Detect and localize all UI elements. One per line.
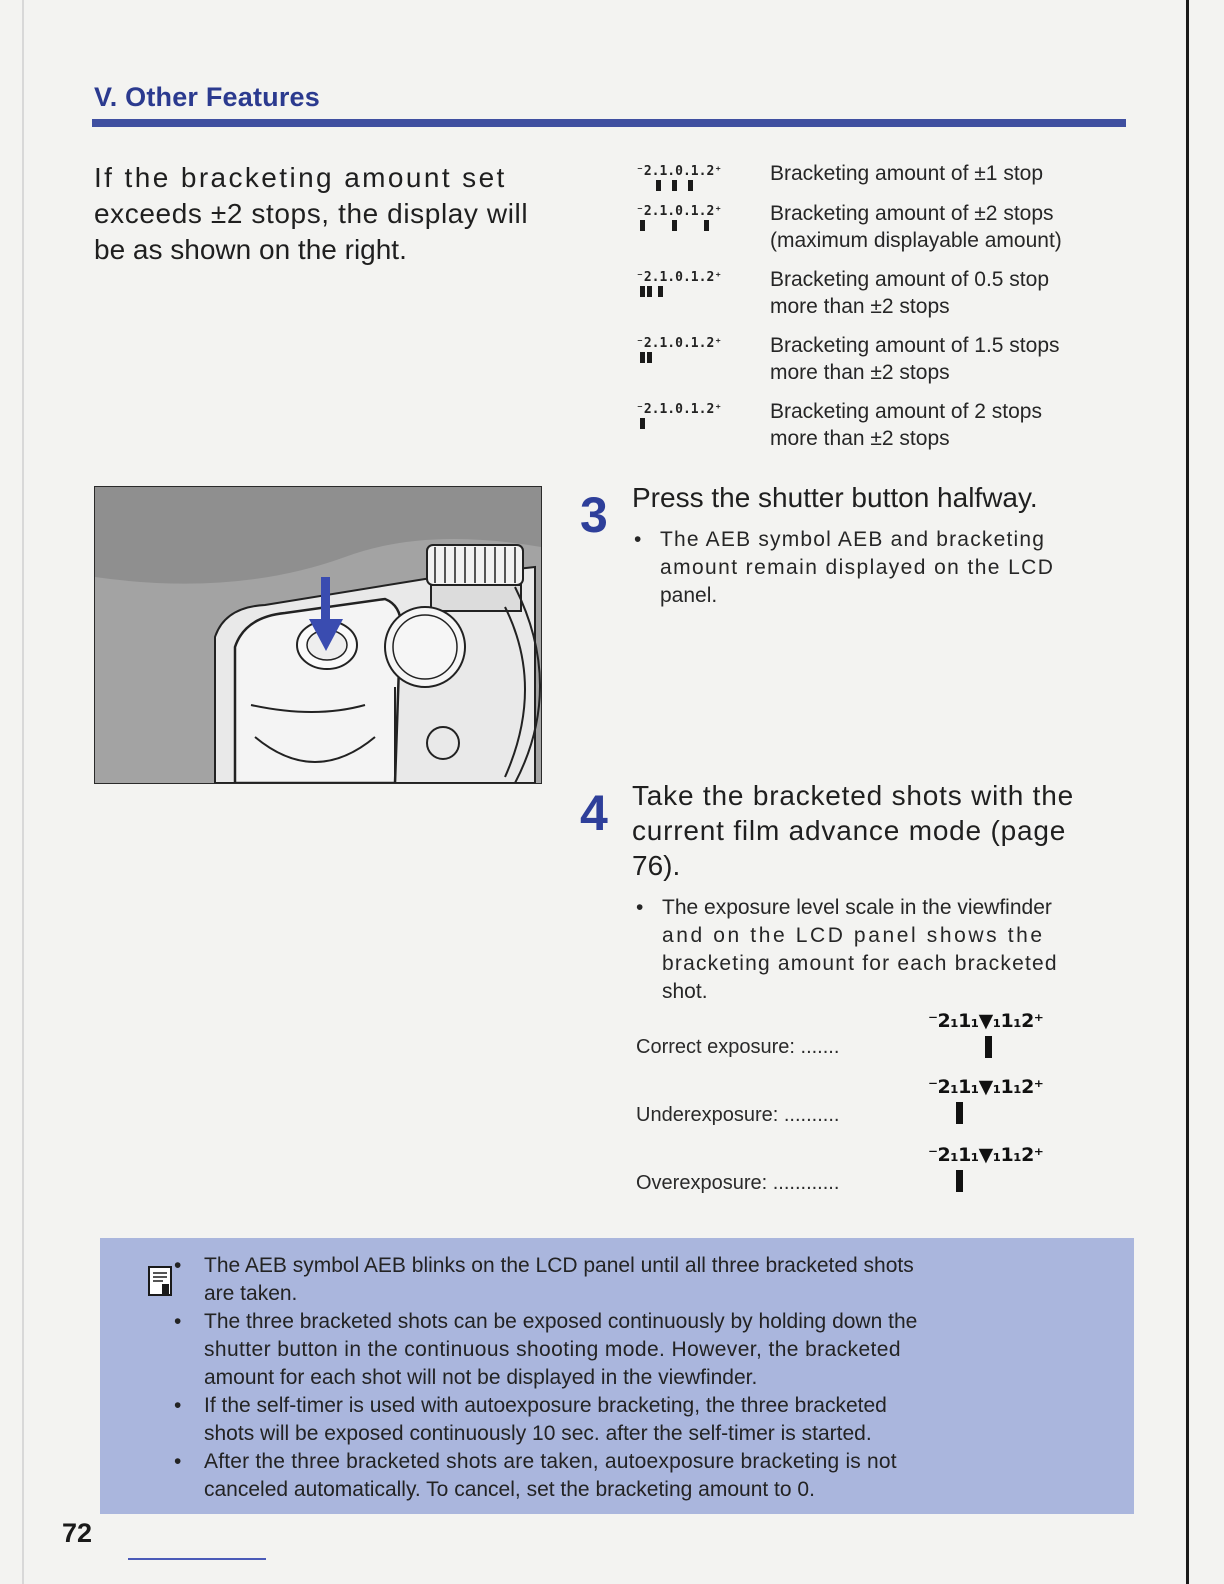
footer-rule — [128, 1558, 266, 1560]
step-heading: Take the bracketed shots with the current film advance mode (page 76). — [632, 780, 1074, 881]
scale-ticks: ⁻2.1.0.1.2⁺ — [636, 164, 723, 179]
exposure-label: Underexposure: .......... — [636, 1104, 840, 1126]
section-title: V. Other Features — [94, 82, 320, 112]
exposure-bar-marker — [985, 1036, 992, 1058]
bar-marker — [640, 220, 645, 231]
camera-illustration-svg — [95, 487, 541, 783]
step-heading: Press the shutter button halfway. — [632, 482, 1038, 513]
page-edge-right — [1186, 0, 1189, 1584]
note-item: • The three bracketed shots can be exposed continuously by holding down the shutter button in the continuous shooting mode. However, the bracketed amount for each shot will not be displayed in the viewfinder. — [174, 1310, 918, 1389]
exposure-scale-icon: ⁻2₁1₁▼₁1₁2⁺ — [928, 1144, 1044, 1166]
exposure-scale-icon: ⁻2.1.0.1.2⁺ — [636, 270, 756, 304]
bracket-description: Bracketing amount of ±1 stop — [770, 162, 1044, 185]
exposure-scale-icon: ⁻2.1.0.1.2⁺ — [636, 204, 756, 238]
bullet-dot: • — [634, 528, 642, 551]
bar-marker — [640, 286, 645, 297]
bracket-description: Bracketing amount of 2 stops more than ±2 stops — [770, 400, 1042, 450]
intro-line: be as shown on the right. — [94, 234, 407, 265]
bracket-description: Bracketing amount of 1.5 stops more than ±2 stops — [770, 334, 1060, 384]
step-bullet: • The exposure level scale in the viewfinder and on the LCD panel shows the bracketing amount for each bracketed shot. — [636, 896, 1058, 1003]
note-box — [100, 1238, 1134, 1514]
bar-marker — [656, 180, 661, 191]
exposure-scale-icon — [636, 164, 756, 198]
bracket-description: Bracketing amount of 0.5 stop more than ±2 stops — [770, 268, 1049, 318]
page-number: 72 — [62, 1518, 93, 1548]
bullet-dot: • — [174, 1394, 182, 1417]
bullet-dot: • — [174, 1254, 182, 1277]
exposure-scale-icon: ⁻2.1.0.1.2⁺ — [636, 336, 756, 370]
step-number: 3 — [580, 487, 608, 543]
bar-marker — [640, 418, 645, 429]
note-list — [174, 1252, 1116, 1504]
step-bullet: • The AEB symbol AEB and bracketing amount remain displayed on the LCD panel. — [634, 528, 1055, 607]
bracket-description: Bracketing amount of ±2 stops (maximum displayable amount) — [770, 202, 1062, 252]
exposure-scale-icon: ⁻2₁1₁▼₁1₁2⁺ — [928, 1076, 1044, 1098]
title-rule — [92, 119, 1126, 127]
exposure-scale-icon: ⁻2.1.0.1.2⁺ — [636, 402, 756, 436]
exposure-label: Overexposure: ............ — [636, 1172, 840, 1194]
exposure-label: Correct exposure: ....... — [636, 1036, 840, 1058]
bar-marker — [688, 180, 693, 191]
page-edge-left — [22, 0, 24, 1584]
exposure-bar-marker — [956, 1102, 963, 1124]
bar-marker — [672, 220, 677, 231]
exposure-bar-marker — [956, 1170, 963, 1192]
bar-marker — [672, 180, 677, 191]
bullet-dot: • — [174, 1450, 182, 1473]
note-item: • If the self-timer is used with autoexposure bracketing, the three bracketed shots will be exposed continuously 10 sec. after the self-timer is started. — [174, 1394, 887, 1445]
exposure-scale-icon: ⁻2₁1₁▼₁1₁2⁺ — [928, 1010, 1044, 1032]
bullet-dot: • — [636, 896, 644, 919]
memo-icon — [148, 1266, 172, 1296]
intro-line: If the bracketing amount set — [94, 162, 507, 193]
intro-text — [94, 160, 594, 268]
bullet-dot: • — [174, 1310, 182, 1333]
bar-marker — [704, 220, 709, 231]
bar-marker — [647, 286, 652, 297]
bar-marker — [658, 286, 663, 297]
camera-shutter-illustration — [94, 486, 542, 784]
note-item: • The AEB symbol AEB blinks on the LCD panel until all three bracketed shots are taken. — [174, 1254, 914, 1305]
intro-line: exceeds ±2 stops, the display will — [94, 198, 529, 229]
bar-marker — [640, 352, 645, 363]
bar-marker — [647, 352, 652, 363]
note-item: • After the three bracketed shots are taken, autoexposure bracketing is not canceled automatically. To cancel, set the bracketing amount to 0. — [174, 1450, 897, 1501]
step-number: 4 — [580, 785, 608, 841]
